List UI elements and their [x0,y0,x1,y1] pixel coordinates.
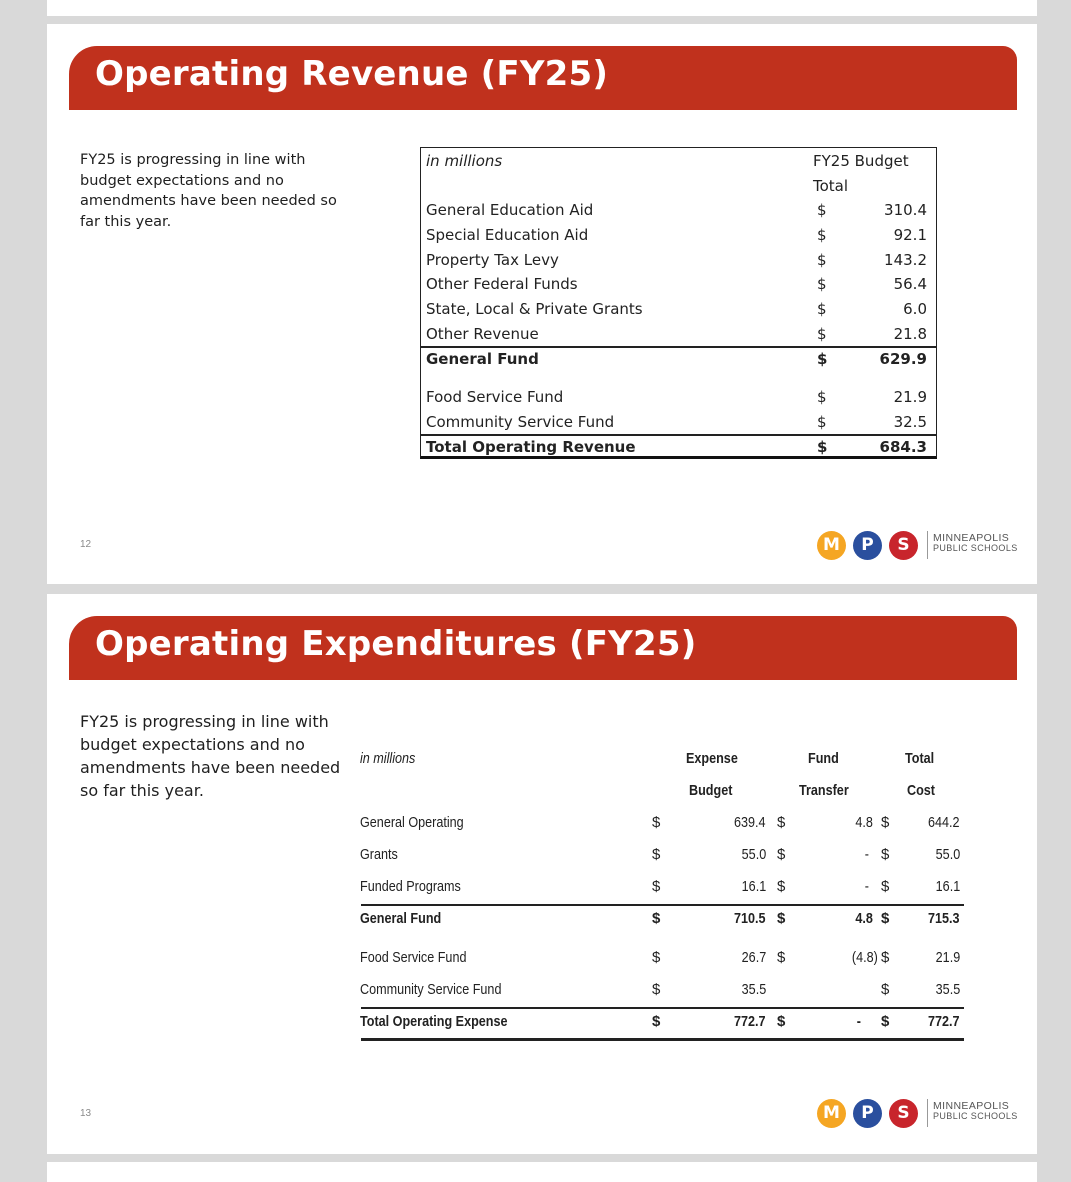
slide-title: Operating Expenditures (FY25) [95,624,697,664]
column-header: Fund [808,750,839,767]
slide-operating-expenditures [47,594,1037,1154]
logo-s-icon: S [889,531,918,560]
table-row: Food Service Fund $ 21.9 [426,388,927,406]
logo-p-icon: P [853,1099,882,1128]
summary-note: FY25 is progressing in line with budget expectations and no amendments have been needed so far this year. [80,712,341,800]
column-header: Total [813,177,849,195]
divider [421,346,936,348]
table-row: Other Revenue $ 21.8 [426,325,927,343]
slide-title: Operating Revenue (FY25) [95,54,609,94]
slide-operating-revenue [47,24,1037,584]
logo-divider [927,531,928,559]
general-fund-row: General Fund $ 629.9 [426,350,927,368]
logo-s-icon: S [889,1099,918,1128]
revenue-table [420,147,937,459]
bottom-rule [361,1038,964,1041]
next-slide-edge [47,1162,1037,1182]
expense-table [360,744,968,1044]
table-row: Food Service Fund $ 26.7 $ (4.8) $ 21.9 [360,949,960,966]
logo-p-icon: P [853,531,882,560]
table-row: Property Tax Levy $ 143.2 [426,251,927,269]
general-fund-row: General Fund $ 710.5 $ 4.8 $ 715.3 [360,910,960,927]
summary-note: FY25 is progressing in line with budget expectations and no amendments have been needed so far this year. [80,152,337,230]
title-banner [69,46,1017,110]
total-row: Total Operating Expense $ 772.7 $ - $ 772.7 [360,1013,960,1030]
table-row: Special Education Aid $ 92.1 [426,226,927,244]
total-row: Total Operating Revenue $ 684.3 [426,438,927,456]
column-header: Transfer [799,782,849,799]
logo-m-icon: M [817,531,846,560]
table-row: Community Service Fund $ 35.5 $ 35.5 [360,981,960,998]
column-header: Expense [686,750,738,767]
page-number: 12 [80,539,92,550]
table-row: General Operating $ 639.4 $ 4.8 $ 644.2 [360,814,960,831]
mps-logo [817,1095,1022,1131]
column-header: FY25 Budget [813,152,909,170]
logo-text: MINNEAPOLIS PUBLIC SCHOOLS [933,532,1018,553]
table-row: Funded Programs $ 16.1 $ - $ 16.1 [360,878,960,895]
column-header: Total [905,750,935,767]
divider [361,904,964,906]
page-number: 13 [80,1108,92,1119]
table-row: Grants $ 55.0 $ - $ 55.0 [360,846,960,863]
divider [361,1007,964,1009]
column-header: Budget [689,782,733,799]
mps-logo [817,527,1022,563]
title-banner [69,616,1017,680]
table-row: State, Local & Private Grants $ 6.0 [426,300,927,318]
table-row: Other Federal Funds $ 56.4 [426,275,927,293]
divider [421,434,936,436]
logo-m-icon: M [817,1099,846,1128]
logo-divider [927,1099,928,1127]
table-row: General Education Aid $ 310.4 [426,201,927,219]
column-header: Cost [907,782,936,799]
units-label: in millions [426,152,503,170]
units-label: in millions [360,750,416,767]
table-row: Community Service Fund $ 32.5 [426,413,927,431]
previous-slide-edge [47,0,1037,16]
logo-text: MINNEAPOLIS PUBLIC SCHOOLS [933,1100,1018,1121]
